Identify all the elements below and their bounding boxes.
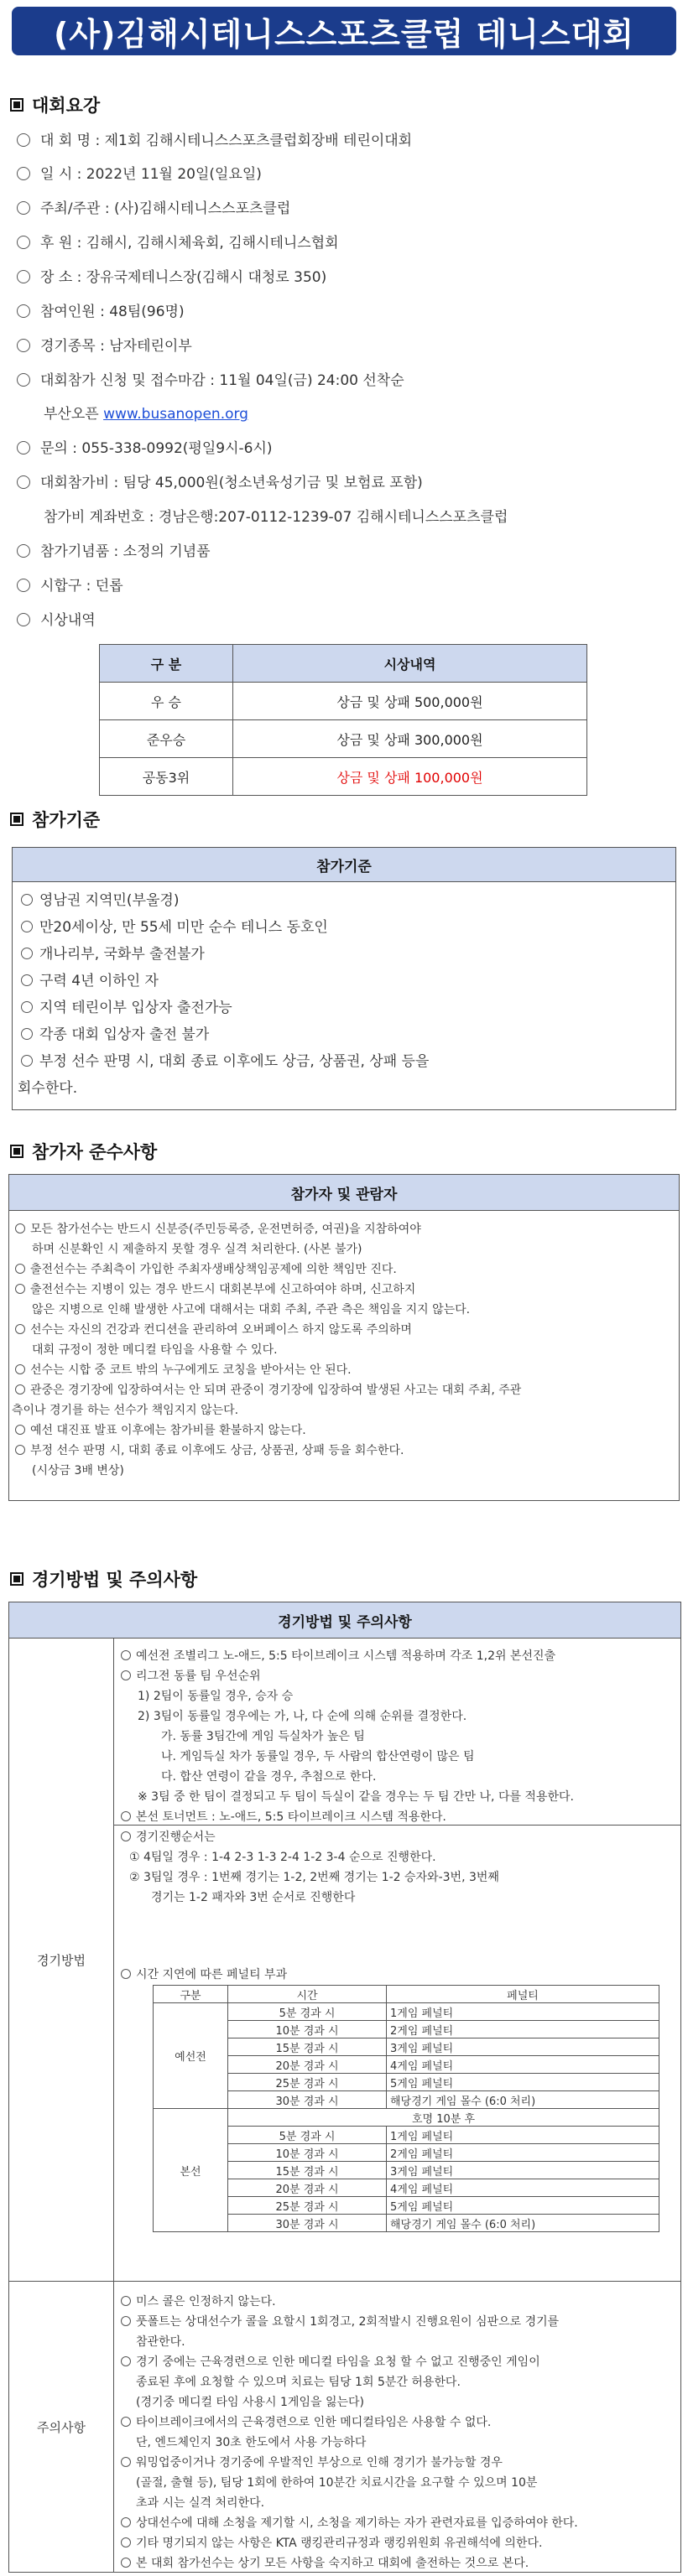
- caution-line: 상대선수에 대해 소청을 제기할 시, 소청을 제기하는 자가 관련자료를 입증하여야 한다.: [121, 2514, 578, 2531]
- caution-line: (골절, 출혈 등), 팀당 1회에 한하여 10분간 치료시간을 요구할 수 있으며 10분: [136, 2476, 538, 2490]
- circle-bullet-icon: [21, 1055, 33, 1067]
- penalty-col-penalty: 페널티: [387, 1986, 659, 2003]
- info-item: 시상내역: [17, 608, 96, 629]
- list-item: 구력 4년 이하인 자: [21, 969, 159, 989]
- table-row: 10분 경과 시 2게임 페널티: [154, 2144, 659, 2162]
- warning-item: 부정 선수 판명 시, 대회 종료 이후에도 상금, 상품권, 상패 등을: [21, 1049, 429, 1070]
- circle-bullet-icon: [21, 894, 33, 906]
- title-banner: [12, 7, 676, 55]
- method-box-title: 경기방법 및 주의사항: [9, 1602, 680, 1639]
- circle-bullet-icon: [21, 1001, 33, 1013]
- busan-open-line: 부산오픈 www.busanopen.org: [44, 406, 248, 423]
- info-item: 대 회 명 : 제1회 김해시테니스스포츠클럽회장배 테린이대회: [17, 128, 412, 149]
- table-row: 5분 경과 시 1게임 페널티: [154, 2127, 659, 2144]
- table-row: 25분 경과 시 5게임 페널티: [154, 2074, 659, 2091]
- caution-line: 초과 시는 실격 처리한다.: [136, 2496, 265, 2510]
- section-heading-rules: 참가자 준수사항: [10, 1139, 157, 1164]
- circle-bullet-icon: [17, 373, 30, 387]
- rule-line: 모든 참가선수는 반드시 신분증(주민등록증, 운전면허증, 여권)을 지참하여야: [15, 1220, 421, 1237]
- circle-bullet-icon: [121, 2356, 131, 2366]
- table-row: 15분 경과 시 3게임 페널티: [154, 2038, 659, 2056]
- penalty-col-category: 구분: [154, 1986, 228, 2003]
- method-line: 다. 합산 연령이 같을 경우, 추첨으로 한다.: [161, 1770, 377, 1784]
- info-item: 후 원 : 김해시, 김해시체육회, 김해시테니스협회: [17, 231, 339, 252]
- rule-line: 하며 신분확인 시 제출하지 못할 경우 실격 처리한다. (사본 불가): [32, 1243, 362, 1256]
- method-line: 1) 2팀이 동률일 경우, 승자 승: [138, 1690, 294, 1703]
- table-row: 공동3위 상금 및 상패 100,000원: [100, 758, 587, 796]
- table-row: 25분 경과 시 5게임 페널티: [154, 2197, 659, 2215]
- list-item: 만20세이상, 만 55세 미만 순수 테니스 동호인: [21, 915, 328, 936]
- warning-item-cont: 회수한다.: [18, 1080, 78, 1097]
- method-label: 경기방법: [9, 1639, 114, 2281]
- prize-col-prize: 시상내역: [233, 645, 587, 683]
- section-heading-method: 경기방법 및 주의사항: [10, 1566, 197, 1592]
- method-line: ※ 3팀 중 한 팀이 결정되고 두 팀이 득실이 같을 경우는 두 팀 간만 나, 다를 적용한다.: [138, 1790, 574, 1804]
- rule-warning: 부정 선수 판명 시, 대회 종료 이후에도 상금, 상품권, 상패 등을 회수한다.: [15, 1441, 404, 1458]
- circle-bullet-icon: [121, 2417, 131, 2427]
- info-item: 대회참가비 : 팀당 45,000원(청소년육성기금 및 보험료 포함): [17, 470, 423, 491]
- info-item: 대회참가 신청 및 접수마감 : 11월 04일(금) 24:00 선착순: [17, 368, 404, 389]
- method-line: 리그전 동률 팀 우선순위: [121, 1667, 261, 1684]
- info-item: 일 시 : 2022년 11월 20일(일요일): [17, 162, 262, 183]
- table-row: [154, 2109, 659, 2127]
- caution-line: 풋폴트는 상대선수가 콜을 요할시 1회경고, 2회적발시 진행요원이 심판으로 경기를: [121, 2313, 559, 2329]
- eligibility-box-title: 참가기준: [13, 848, 675, 882]
- rule-line: 출전선수는 지병이 있는 경우 반드시 대회본부에 신고하여야 하며, 신고하지: [15, 1280, 415, 1297]
- participant-rules-title: 참가자 및 관람자: [9, 1175, 679, 1211]
- circle-bullet-icon: [17, 236, 30, 249]
- table-row: 20분 경과 시 4게임 페널티: [154, 2179, 659, 2197]
- rule-line: 관중은 경기장에 입장하여서는 안 되며 관중이 경기장에 입장하여 발생된 사고는 대회 주최, 주관: [15, 1381, 521, 1398]
- table-row: 우 승 상금 및 상패 500,000원: [100, 683, 587, 720]
- info-item: 장 소 : 장유국제테니스장(김해시 대청로 350): [17, 265, 326, 286]
- prize-table: [99, 644, 587, 796]
- circle-bullet-icon: [121, 2558, 131, 2568]
- method-line: ① 4팀일 경우 : 1-4 2-3 1-3 2-4 1-2 3-4 순으로 진행한다.: [129, 1851, 436, 1864]
- rule-line: 출전선수는 주최측이 가입한 주최자생배상책임공제에 의한 책임만 진다.: [15, 1260, 397, 1277]
- circle-bullet-icon: [121, 1811, 131, 1821]
- table-row: 20분 경과 시 4게임 페널티: [154, 2056, 659, 2074]
- method-line: 2) 3팀이 동률일 경우에는 가, 나, 다 순에 의해 순위를 결정한다.: [138, 1710, 467, 1723]
- info-item: 문의 : 055-338-0992(평일9시-6시): [17, 436, 273, 457]
- square-bullet-icon: [10, 98, 23, 112]
- table-row: 10분 경과 시 2게임 페널티: [154, 2021, 659, 2038]
- circle-bullet-icon: [21, 1028, 33, 1040]
- caution-line: 본 대회 참가선수는 상기 모든 사항을 숙지하고 대회에 출전하는 것으로 본다.: [121, 2554, 529, 2571]
- caution-line: 종료된 후에 요청할 수 있으며 치료는 팀당 1회 5분간 허용한다.: [136, 2376, 461, 2389]
- method-line: 경기는 1-2 패자와 3번 순서로 진행한다: [151, 1891, 356, 1904]
- circle-bullet-icon: [21, 948, 33, 959]
- rule-line: 선수는 시합 중 코트 밖의 누구에게도 코칭을 받아서는 안 된다.: [15, 1361, 352, 1378]
- caution-label: 주의사항: [9, 2282, 114, 2572]
- circle-bullet-icon: [121, 1969, 131, 1979]
- info-item: 참여인원 : 48팀(96명): [17, 299, 185, 320]
- rule-line: 선수는 자신의 건강과 컨디션을 관리하여 오버페이스 하지 않도록 주의하며: [15, 1321, 412, 1337]
- method-line: 본선 토너먼트 : 노-애드, 5:5 타이브레이크 시스템 적용한다.: [121, 1808, 446, 1825]
- table-row: 15분 경과 시 3게임 페널티: [154, 2162, 659, 2179]
- square-bullet-icon: [10, 813, 23, 826]
- square-bullet-icon: [10, 1145, 23, 1158]
- info-item: 참가기념품 : 소정의 기념품: [17, 539, 211, 560]
- caution-line: 경기 중에는 근육경련으로 인한 메디컬 타임을 요청 할 수 없고 진행중인 게임이: [121, 2353, 540, 2370]
- penalty-col-time: 시간: [228, 1986, 387, 2003]
- info-item: 시합구 : 던롭: [17, 574, 123, 595]
- prelim-label: 예선전: [154, 2003, 228, 2109]
- section-heading-eligibility: 참가기준: [10, 807, 100, 832]
- circle-bullet-icon: [121, 2316, 131, 2326]
- table-row: 30분 경과 시 해당경기 게임 몰수 (6:0 처리): [154, 2215, 659, 2232]
- circle-bullet-icon: [17, 613, 30, 626]
- penalty-table: [153, 1985, 659, 2232]
- caution-line: 워밍업중이거나 경기중에 우발적인 부상으로 인해 경기가 불가능할 경우: [121, 2454, 503, 2470]
- circle-bullet-icon: [15, 1384, 25, 1394]
- circle-bullet-icon: [21, 974, 33, 986]
- method-line: 나. 게임득실 차가 동률일 경우, 두 사람의 합산연령이 많은 팀: [161, 1750, 475, 1763]
- circle-bullet-icon: [15, 1324, 25, 1334]
- circle-bullet-icon: [15, 1425, 25, 1435]
- circle-bullet-icon: [15, 1284, 25, 1294]
- rule-warning-note: (시상금 3배 변상): [32, 1464, 124, 1478]
- caution-line: 참관한다.: [136, 2335, 185, 2349]
- rule-line: 예선 대진표 발표 이후에는 참가비를 환불하지 않는다.: [15, 1421, 306, 1438]
- table-row: 30분 경과 시 해당경기 게임 몰수 (6:0 처리): [154, 2091, 659, 2109]
- caution-line: (경기중 메디컬 타임 사용시 1게임을 잃는다): [136, 2396, 364, 2409]
- circle-bullet-icon: [17, 475, 30, 489]
- main-note: 호명 10분 후: [228, 2109, 659, 2127]
- circle-bullet-icon: [121, 1670, 131, 1680]
- circle-bullet-icon: [121, 2537, 131, 2547]
- circle-bullet-icon: [17, 133, 30, 147]
- list-item: 영남권 지역민(부울경): [21, 888, 179, 909]
- method-line: 가. 동률 3팀간에 게임 득실차가 높은 팀: [161, 1730, 365, 1743]
- circle-bullet-icon: [17, 544, 30, 558]
- circle-bullet-icon: [15, 1223, 25, 1233]
- circle-bullet-icon: [15, 1364, 25, 1374]
- account-line: 참가비 계좌번호 : 경남은행:207-0112-1239-07 김해시테니스스포츠클럽: [44, 509, 508, 526]
- caution-line: 미스 콜은 인정하지 않는다.: [121, 2293, 276, 2309]
- caution-line: 단, 엔드체인지 30초 한도에서 사용 가능하다: [136, 2436, 367, 2449]
- circle-bullet-icon: [15, 1264, 25, 1274]
- circle-bullet-icon: [17, 304, 30, 318]
- page-title: (사)김해시테니스스포츠클럽 테니스대회: [53, 15, 634, 53]
- circle-bullet-icon: [17, 441, 30, 454]
- info-item: 주최/주관 : (사)김해시테니스스포츠클럽: [17, 196, 290, 217]
- circle-bullet-icon: [17, 201, 30, 215]
- circle-bullet-icon: [15, 1445, 25, 1455]
- circle-bullet-icon: [17, 339, 30, 352]
- circle-bullet-icon: [121, 1650, 131, 1660]
- circle-bullet-icon: [121, 1831, 131, 1841]
- circle-bullet-icon: [17, 270, 30, 283]
- busan-open-link[interactable]: www.busanopen.org: [103, 406, 248, 423]
- method-line: 예선전 조별리그 노-애드, 5:5 타이브레이크 시스템 적용하며 각조 1,2위 본선진출: [121, 1647, 555, 1664]
- circle-bullet-icon: [121, 2457, 131, 2467]
- rule-line: 측이나 경기를 하는 선수가 책임지지 않는다.: [12, 1404, 239, 1417]
- caution-line: 기타 명기되지 않는 사항은 KTA 랭킹관리규정과 랭킹위원회 유권해석에 의한다.: [121, 2534, 542, 2551]
- info-item: 경기종목 : 남자테린이부: [17, 334, 192, 355]
- penalty-intro: 시간 지연에 따른 페널티 부과: [121, 1966, 287, 1982]
- list-item: 각종 대회 입상자 출전 불가: [21, 1022, 209, 1043]
- rule-line: 대회 규정이 정한 메디컬 타임을 사용할 수 있다.: [32, 1343, 278, 1357]
- method-line: 경기진행순서는: [121, 1828, 216, 1845]
- caution-line: 타이브레이크에서의 근육경련으로 인한 메디컬타임은 사용할 수 없다.: [121, 2413, 491, 2430]
- circle-bullet-icon: [121, 2296, 131, 2306]
- eligibility-box: [12, 847, 676, 1110]
- table-row: 예선전 5분 경과 시 1게임 페널티: [154, 2003, 659, 2021]
- list-item: 개나리부, 국화부 출전불가: [21, 942, 205, 963]
- prize-col-rank: 구 분: [100, 645, 233, 683]
- table-row: 준우승 상금 및 상패 300,000원: [100, 720, 587, 758]
- section-heading-info: 대회요강: [10, 92, 100, 117]
- circle-bullet-icon: [17, 579, 30, 592]
- circle-bullet-icon: [21, 921, 33, 932]
- square-bullet-icon: [10, 1572, 23, 1586]
- rule-line: 않은 지병으로 인해 발생한 사고에 대해서는 대회 주최, 주관 측은 책임을 지지 않는다.: [32, 1303, 471, 1317]
- list-item: 지역 테린이부 입상자 출전가능: [21, 995, 232, 1016]
- method-line: ② 3팀일 경우 : 1번째 경기는 1-2, 2번째 경기는 1-2 승자와-3번, 3번째: [129, 1871, 499, 1884]
- main-label: 본선: [154, 2109, 228, 2232]
- circle-bullet-icon: [17, 167, 30, 180]
- circle-bullet-icon: [121, 2517, 131, 2527]
